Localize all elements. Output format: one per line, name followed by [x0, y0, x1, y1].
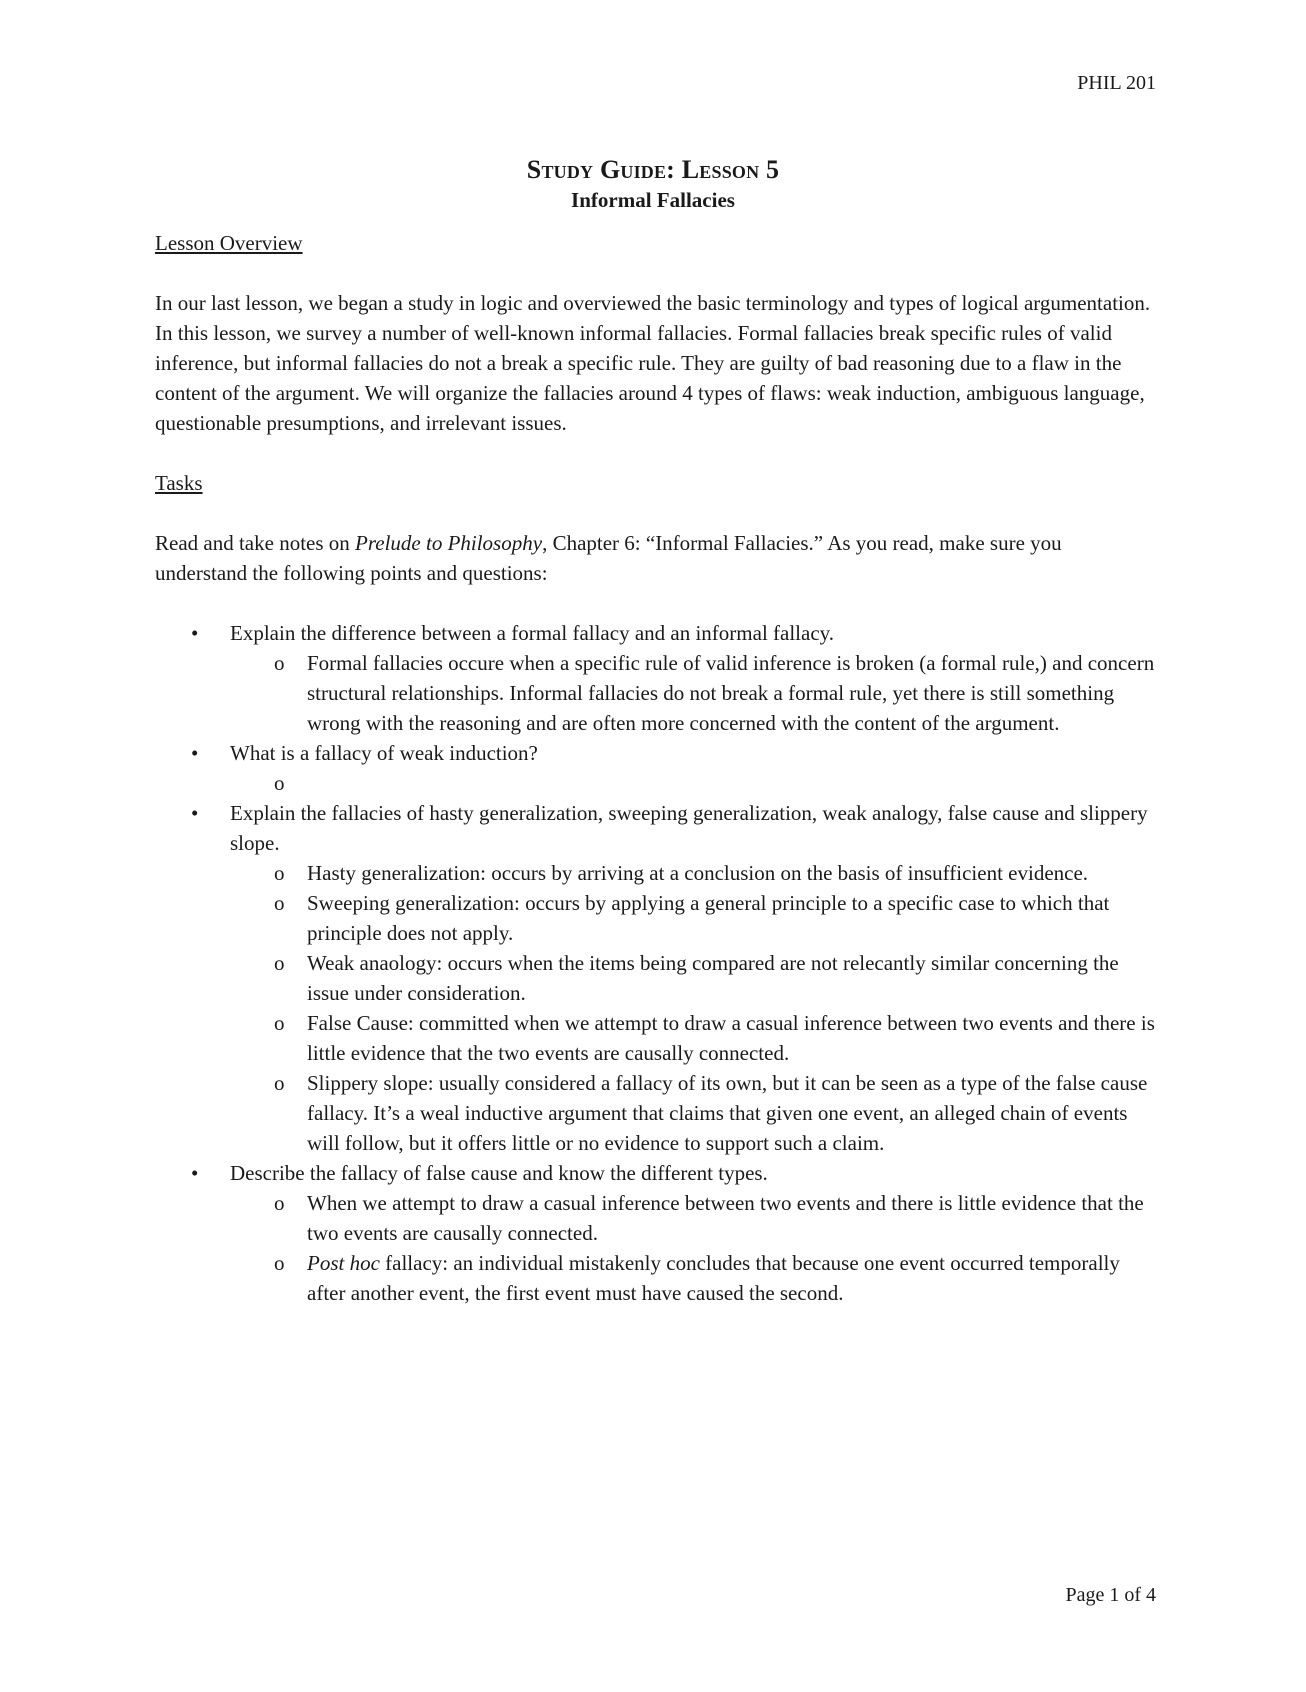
- answer-item: [230, 1008, 1155, 1068]
- page-number: Page 1 of 4: [1065, 1584, 1156, 1606]
- bullet-marker: •: [191, 741, 199, 765]
- study-point-text: Describe the fallacy of false cause and know the different types.: [230, 1161, 768, 1185]
- overview-paragraph: In our last lesson, we began a study in logic and overviewed the basic terminology and types of logical argumentation. In this lesson, we survey a number of well-known informal fallacies. Formal fallacies break specific rules of valid inference, but informal fallacies do not a break a specific rule. They are guilty of bad reasoning due to a flaw in the content of the argument. We will organize the fallacies around 4 types of flaws: weak induction, ambiguous language, questionable presumptions, and irrelevant issues.: [155, 291, 1151, 435]
- answer-item: [230, 858, 1155, 888]
- tasks-heading: Tasks: [155, 471, 203, 495]
- tasks-intro-pre: Read and take notes on: [155, 531, 356, 555]
- study-point: [155, 798, 1155, 1158]
- study-point: [155, 1158, 1155, 1308]
- answer-list: [230, 648, 1155, 738]
- course-code: PHIL 201: [1077, 72, 1156, 94]
- answer-item: [230, 1188, 1155, 1248]
- answer-text: Weak anaology: occurs when the items being compared are not relecantly similar concerning the issue under consideration.: [307, 951, 1119, 1005]
- answer-item: [230, 768, 1155, 798]
- answer-text: Formal fallacies occure when a specific rule of valid inference is broken (a formal rule,) and concern structural relationships. Informal fallacies do not break a formal rule, yet there is still something wrong with the reasoning and are often more concerned with the content of the argument.: [307, 651, 1155, 735]
- sub-bullet-marker: o: [274, 951, 285, 975]
- answer-text: Hasty generalization: occurs by arriving at a conclusion on the basis of insufficient evidence.: [307, 861, 1089, 885]
- sub-bullet-marker: o: [274, 1071, 285, 1095]
- post-hoc-term: Post hoc: [307, 1251, 380, 1275]
- book-title: Prelude to Philosophy: [355, 531, 543, 555]
- answer-list: [230, 858, 1155, 1158]
- answer-text: False Cause: committed when we attempt to draw a casual inference between two events and there is little evidence that the two events are causally connected.: [307, 1011, 1155, 1065]
- overview-heading: Lesson Overview: [155, 231, 303, 255]
- answer-text: Slippery slope: usually considered a fallacy of its own, but it can be seen as a type of the false cause fallacy. It’s a weal inductive argument that claims that given one event, an alleged chain of events will follow, but it offers little or no evidence to support such a claim.: [307, 1071, 1148, 1155]
- tasks-intro-post: , Chapter 6: “Informal Fallacies.” As you read, make sure you understand the following points and questions:: [155, 531, 1062, 585]
- answer-text: When we attempt to draw a casual inference between two events and there is little evidence that the two events are causally connected.: [307, 1191, 1144, 1245]
- sub-bullet-marker: o: [274, 1191, 285, 1215]
- answer-text: Sweeping generalization: occurs by applying a general principle to a specific case to which that principle does not apply.: [307, 891, 1110, 945]
- page-title: Study Guide: Lesson 5: [526, 155, 780, 184]
- answer-item: [230, 948, 1155, 1008]
- document-body: [155, 228, 1155, 1308]
- sub-bullet-marker: o: [274, 651, 285, 675]
- sub-bullet-marker: o: [274, 861, 285, 885]
- bullet-marker: •: [191, 1161, 199, 1185]
- study-point-text: Explain the fallacies of hasty generalization, sweeping generalization, weak analogy, false cause and slippery slope.: [230, 801, 1148, 855]
- sub-bullet-marker: o: [274, 891, 285, 915]
- bullet-marker: •: [191, 621, 199, 645]
- answer-text: [307, 1251, 1120, 1305]
- sub-bullet-marker: o: [274, 771, 285, 795]
- study-point: [155, 738, 1155, 798]
- sub-bullet-marker: o: [274, 1011, 285, 1035]
- answer-item: [230, 888, 1155, 948]
- study-point-text: Explain the difference between a formal fallacy and an informal fallacy.: [230, 621, 835, 645]
- page-subtitle: Informal Fallacies: [571, 188, 735, 212]
- answer-list: [230, 768, 1155, 798]
- study-point: [155, 618, 1155, 738]
- bullet-marker: •: [191, 801, 199, 825]
- answer-list: [230, 1188, 1155, 1308]
- study-point-text: What is a fallacy of weak induction?: [230, 741, 538, 765]
- answer-item: [230, 1248, 1155, 1308]
- study-points-list: [155, 618, 1155, 1308]
- post-hoc-definition: fallacy: an individual mistakenly concludes that because one event occurred temporally after another event, the first event must have caused the second.: [307, 1251, 1120, 1305]
- answer-item: [230, 1068, 1155, 1158]
- tasks-intro: [155, 528, 1155, 588]
- answer-item: [230, 648, 1155, 738]
- sub-bullet-marker: o: [274, 1251, 285, 1275]
